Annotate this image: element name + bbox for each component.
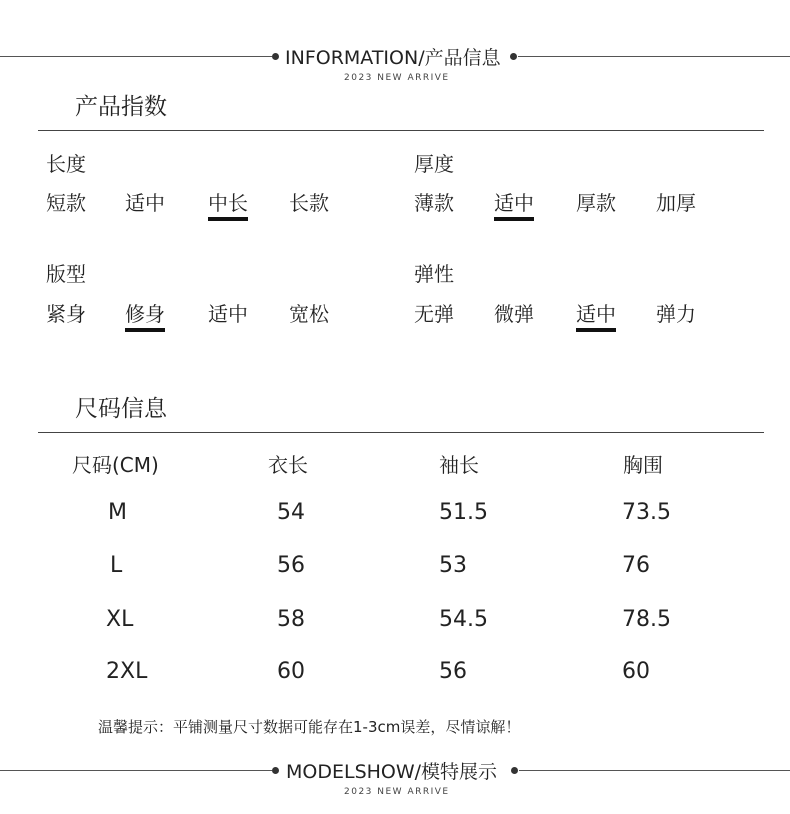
fit-option-loose: 宽松 — [289, 302, 329, 326]
bottom-banner-title: MODELSHOW/模特展示 — [286, 761, 498, 783]
bottom-banner-dot-right — [511, 767, 518, 774]
measurement-note: 温馨提示：平铺测量尺寸数据可能存在1-3cm误差，尽情谅解！ — [98, 718, 521, 736]
top-banner-line-left — [0, 56, 272, 57]
size-cell-l-sleeve: 53 — [439, 553, 467, 578]
size-cell-2xl-sleeve: 56 — [439, 659, 467, 684]
length-option-mid-long-selected: 中长 — [208, 187, 248, 221]
size-cell-2xl-length: 60 — [277, 659, 305, 684]
elasticity-option-stretch: 弹力 — [656, 302, 696, 326]
top-banner-line-right — [518, 56, 790, 57]
top-banner-subtitle: 2023 NEW ARRIVE — [344, 73, 450, 83]
elasticity-option-none: 无弹 — [414, 302, 454, 326]
attr-label-elasticity: 弹性 — [414, 262, 454, 286]
length-option-short: 短款 — [46, 191, 86, 215]
elasticity-option-slight: 微弹 — [494, 302, 534, 326]
size-cell-l-length: 56 — [277, 553, 305, 578]
size-cell-m-length: 54 — [277, 500, 305, 525]
size-cell-xl-chest: 78.5 — [622, 607, 671, 632]
thickness-option-thick: 厚款 — [576, 191, 616, 215]
fit-option-slim-selected: 修身 — [125, 298, 165, 332]
size-table-header-sleeve: 袖长 — [439, 453, 479, 477]
size-table-header-chest: 胸围 — [623, 453, 663, 477]
product-index-title: 产品指数 — [75, 94, 167, 120]
length-option-long: 长款 — [289, 191, 329, 215]
thickness-option-extra-thick: 加厚 — [656, 191, 696, 215]
size-cell-m-sleeve: 51.5 — [439, 500, 488, 525]
top-banner-dot-right — [510, 53, 517, 60]
size-cell-m-chest: 73.5 — [622, 500, 671, 525]
size-table-header-size: 尺码(CM) — [72, 453, 159, 477]
fit-option-regular: 适中 — [208, 302, 248, 326]
bottom-banner-line-right — [519, 770, 790, 771]
size-cell-2xl-chest: 60 — [622, 659, 650, 684]
size-table-header-length: 衣长 — [268, 453, 308, 477]
thickness-option-medium-selected: 适中 — [494, 187, 534, 221]
elasticity-option-medium-selected: 适中 — [576, 298, 616, 332]
attr-label-thickness: 厚度 — [414, 152, 454, 176]
size-cell-xl-size: XL — [106, 607, 134, 632]
bottom-banner-subtitle: 2023 NEW ARRIVE — [344, 787, 450, 797]
top-banner-title: INFORMATION/产品信息 — [285, 47, 501, 69]
product-index-rule — [38, 130, 764, 131]
thickness-option-thin: 薄款 — [414, 191, 454, 215]
fit-option-tight: 紧身 — [46, 302, 86, 326]
attr-label-length: 长度 — [46, 152, 86, 176]
size-cell-l-size: L — [110, 553, 123, 578]
size-info-rule — [38, 432, 764, 433]
size-cell-l-chest: 76 — [622, 553, 650, 578]
bottom-banner-dot-left — [272, 767, 279, 774]
size-cell-xl-sleeve: 54.5 — [439, 607, 488, 632]
size-cell-2xl-size: 2XL — [106, 659, 148, 684]
top-banner-dot-left — [272, 53, 279, 60]
size-cell-xl-length: 58 — [277, 607, 305, 632]
length-option-medium: 适中 — [125, 191, 165, 215]
attr-label-fit: 版型 — [46, 262, 86, 286]
bottom-banner-line-left — [0, 770, 272, 771]
size-info-title: 尺码信息 — [75, 396, 167, 422]
size-cell-m-size: M — [108, 500, 127, 525]
